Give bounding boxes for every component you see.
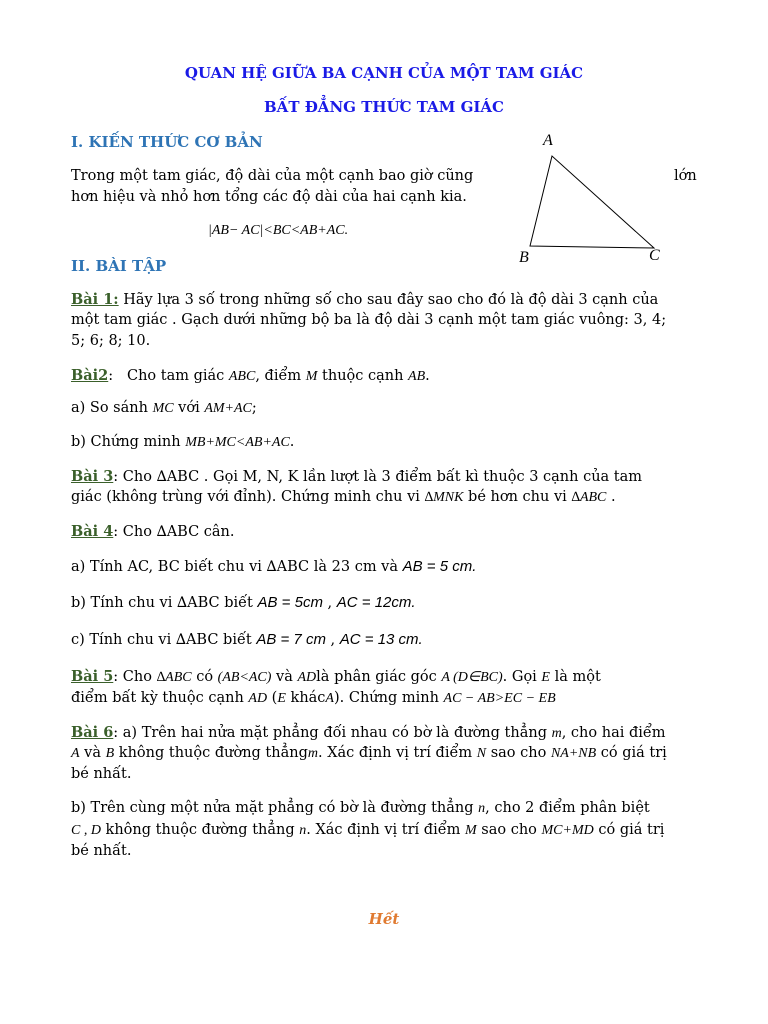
bai-3-text-3: bé hơn chu vi <box>463 489 572 505</box>
bai-5-l2-text-2: ( <box>267 690 278 706</box>
bai-2-colon: : <box>108 368 114 384</box>
bai-4-c-sep: , <box>325 632 340 648</box>
bai-4-label: Bài 4 <box>71 523 114 540</box>
bai-5-math-5: E <box>541 670 550 685</box>
bai-2-a-text-1: a) So sánh <box>71 400 153 416</box>
end-marker: Hết <box>368 910 400 928</box>
bai-2-b-text-1: b) Chứng minh <box>71 434 186 450</box>
triangle-label-b: B <box>519 249 529 266</box>
bai-6-l2-math-5: NA+NB <box>550 746 597 761</box>
bai-3-math-2: ∆ABC <box>571 490 607 505</box>
bai-5-math-4: A (D∈BC) <box>441 670 503 685</box>
bai-5-l2-math-4: AC − AB>EC − EB <box>443 691 556 706</box>
section-1-heading: I. KIẾN THỨC CƠ BẢN <box>71 133 263 151</box>
bai-5-text-3: và <box>271 669 298 685</box>
bai-1-line-1 <box>71 291 658 308</box>
bai-5-line-2 <box>71 690 556 707</box>
bai-5-l2-math-3: A <box>325 691 334 706</box>
bai-5-math-1: ∆ABC <box>156 670 192 685</box>
bai-6-part-b-line-3: bé nhất. <box>71 843 132 859</box>
bai-2-math-3: AB <box>408 369 426 384</box>
bai-5-text-1: : Cho <box>113 669 157 685</box>
triangle-figure <box>510 128 670 268</box>
bai-5-text-5: . Gọi <box>502 669 542 685</box>
bai-6-l2-math-1: A <box>71 746 80 761</box>
bai-2-text-3: thuộc cạnh <box>317 368 409 384</box>
section-2-heading: II. BÀI TẬP <box>71 257 167 275</box>
bai-4-a-math: AB = 5 cm. <box>402 558 477 575</box>
bai-5-l2-math-2: E <box>277 691 286 706</box>
bai-5-text-4: là phân giác góc <box>316 669 442 685</box>
bai-6-line-1 <box>71 724 666 742</box>
bai-6-b2-math-2: n <box>299 823 307 838</box>
title-line-2: BẤT ĐẲNG THỨC TAM GIÁC <box>264 98 504 116</box>
bai-6-l2-math-2: B <box>105 746 115 761</box>
bai-3-line-1 <box>71 468 642 485</box>
bai-4-a-text: a) Tính AC, BC biết chu vi ∆ABC là 23 cm và <box>71 559 403 575</box>
bai-5-math-2: (AB<AC) <box>217 670 272 685</box>
bai-2-part-a <box>71 400 257 417</box>
bai-4-part-a <box>71 558 476 575</box>
bai-6-part-b-line-1 <box>71 800 650 817</box>
triangle-inequality-formula: |AB− AC|<BC<AB+AC. <box>208 223 349 238</box>
bai-6-label: Bài 6 <box>71 724 114 741</box>
bai-4-b-text: b) Tính chu vi ∆ABC biết <box>71 595 258 611</box>
bai-6-l2-text-4: sao cho <box>486 745 551 761</box>
bai-2-a-math-2: AM+AC <box>204 401 252 416</box>
bai-6-l2-text-5: có giá trị <box>596 745 667 761</box>
bai-2-math-1: ABC <box>228 369 256 384</box>
bai-1-line-2: một tam giác . Gạch dưới những bộ ba là độ dài 3 cạnh một tam giác vuông: 3, 4; <box>71 312 667 328</box>
bai-4-c-text: c) Tính chu vi ∆ABC biết <box>71 632 257 648</box>
bai-6-l2-text-2: không thuộc đường thẳng <box>114 745 308 761</box>
bai-5-text-2: có <box>191 669 218 685</box>
bai-3-text-2: giác (không trùng với đỉnh). Chứng minh chu vi <box>71 489 425 505</box>
triangle-label-c: C <box>649 247 660 264</box>
bai-4-text: : Cho ∆ABC cân. <box>113 524 235 540</box>
bai-6-b2-text-3: sao cho <box>476 822 542 838</box>
bai-2-a-math-1: MC <box>152 401 174 416</box>
bai-2-line <box>71 367 430 385</box>
bai-2-a-text-2: với <box>173 400 205 416</box>
bai-1-label: Bài 1: <box>71 291 119 308</box>
bai-6-text-2: , cho hai điểm <box>561 725 666 741</box>
bai-5-line-1 <box>71 668 601 686</box>
bai-3-math-1: ∆MNK <box>424 490 464 505</box>
bai-6-b2-text-2: . Xác định vị trí điểm <box>306 822 465 838</box>
bai-2-b-text-2: . <box>289 434 295 450</box>
bai-4-b-math-2: AC = 12cm. <box>336 594 416 611</box>
bai-4-b-sep: , <box>322 595 337 611</box>
bai-5-text-6: là một <box>549 669 601 685</box>
bai-6-l2-math-4: N <box>476 746 487 761</box>
bai-1-text-1: Hãy lựa 3 số trong những số cho sau đây sao cho đó là độ dài 3 cạnh của <box>123 292 659 308</box>
bai-6-line-3: bé nhất. <box>71 766 132 782</box>
bai-3-text-1: : Cho ∆ABC . Gọi M, N, K lần lượt là 3 điểm bất kì thuộc 3 cạnh của tam <box>113 469 643 485</box>
bai-2-text-2: , điểm <box>255 368 306 384</box>
bai-6-l2-text-3: . Xác định vị trí điểm <box>317 745 477 761</box>
triangle-label-a: A <box>543 132 553 149</box>
bai-5-l2-text-4: ). Chứng minh <box>333 690 444 706</box>
bai-6-b2-math-4: MC+MD <box>541 823 594 838</box>
bai-6-b2-math-1: C , D <box>71 823 101 838</box>
bai-6-b1-text-2: , cho 2 điểm phân biệt <box>485 800 650 816</box>
bai-4-part-c <box>71 631 423 648</box>
section-1-text-line-1: Trong một tam giác, độ dài của một cạnh bao giờ cũng <box>71 168 474 184</box>
bai-2-label: Bài2 <box>71 367 109 384</box>
bai-6-b2-math-3: M <box>465 823 477 838</box>
bai-6-line-2 <box>71 745 667 762</box>
bai-5-label: Bài 5 <box>71 668 114 685</box>
bai-3-label: Bài 3 <box>71 468 114 485</box>
bai-4-part-b <box>71 594 416 611</box>
bai-2-text-1: Cho tam giác <box>126 368 229 384</box>
bai-6-b2-text-1: không thuộc đường thẳng <box>100 822 300 838</box>
section-1-text-line-2: hơn hiệu và nhỏ hơn tổng các độ dài của hai cạnh kia. <box>71 189 467 205</box>
bai-6-l2-math-3: m <box>307 746 318 761</box>
bai-6-b1-math-1: n <box>478 801 486 816</box>
title-line-1: QUAN HỆ GIỮA BA CẠNH CỦA MỘT TAM GIÁC <box>184 64 584 82</box>
bai-3-text-4: . <box>606 489 616 505</box>
bai-5-l2-math-1: AD <box>248 691 268 706</box>
bai-2-part-b <box>71 434 294 451</box>
bai-6-b2-text-4: có giá trị <box>593 822 665 838</box>
bai-6-l2-text-1: và <box>79 745 106 761</box>
bai-5-l2-text-3: khác <box>285 690 326 706</box>
bai-6-math-1: m <box>551 726 562 741</box>
bai-5-l2-text-1: điểm bất kỳ thuộc cạnh <box>71 690 249 706</box>
bai-4-b-math-1: AB = 5cm <box>257 594 323 611</box>
bai-6-b1-text-1: b) Trên cùng một nửa mặt phẳng có bờ là đường thẳng <box>71 800 479 816</box>
bai-6-part-b-line-2 <box>71 822 664 839</box>
bai-4-c-math-1: AB = 7 cm <box>256 631 326 648</box>
section-1-text-line-1-end: lớn <box>674 168 697 184</box>
bai-2-b-math-1: MB+MC<AB+AC <box>185 435 290 450</box>
bai-1-line-3: 5; 6; 8; 10. <box>71 333 151 349</box>
triangle-shape <box>530 156 654 248</box>
bai-3-line-2 <box>71 489 616 506</box>
bai-4-line <box>71 523 235 540</box>
bai-2-a-text-3: ; <box>251 400 257 416</box>
bai-4-c-math-2: AC = 13 cm. <box>339 631 423 648</box>
bai-2-text-4: . <box>425 368 430 384</box>
bai-6-text-1: : a) Trên hai nửa mặt phẳng đối nhau có bờ là đường thẳng <box>113 725 552 741</box>
bai-2-math-2: M <box>305 369 318 384</box>
bai-5-math-3: AD <box>297 670 317 685</box>
